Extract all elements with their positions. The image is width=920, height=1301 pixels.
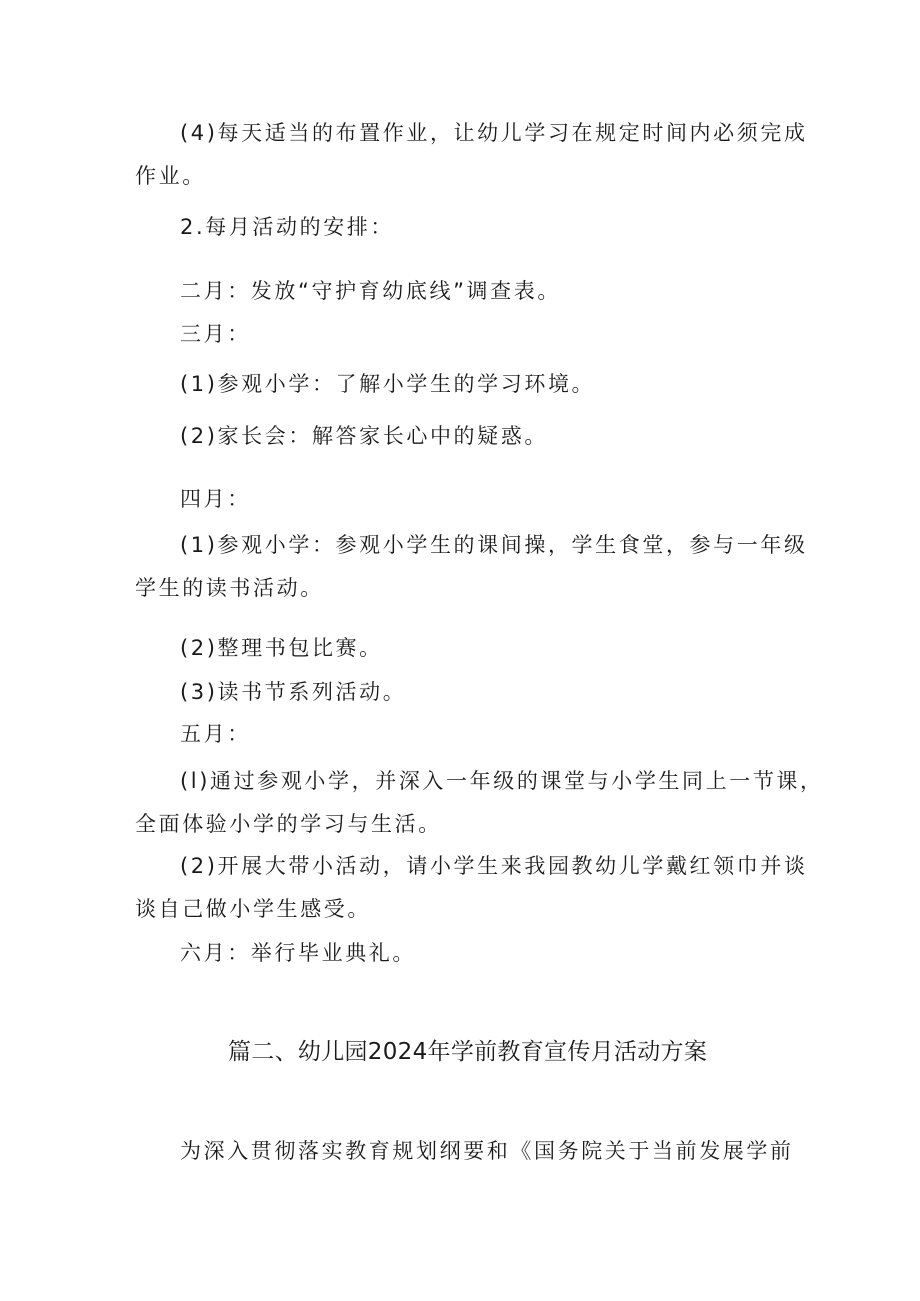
paragraph-line: (4)每天适当的布置作业，让幼儿学习在规定时间内必须完成 xyxy=(180,121,808,145)
paragraph-line: 谈自己做小学生感受。 xyxy=(135,897,371,921)
section-title: 篇二、幼儿园2024年学前教育宣传月活动方案 xyxy=(228,1039,708,1065)
paragraph-line: 作业。 xyxy=(135,164,206,188)
list-item: (1)参观小学：了解小学生的学习环境。 xyxy=(180,372,596,396)
paragraph-line: 六月：举行毕业典礼。 xyxy=(180,941,416,965)
list-item: (2)家长会：解答家长心中的疑惑。 xyxy=(180,424,548,448)
heading-line: 2.每月活动的安排： xyxy=(180,215,395,239)
list-item: (2)开展大带小活动，请小学生来我园教幼儿学戴红领巾并谈 xyxy=(180,854,808,878)
month-heading: 三月： xyxy=(180,322,251,346)
paragraph-line: 学生的读书活动。 xyxy=(135,576,324,600)
paragraph-line: 二月：发放“守护育幼底线”调查表。 xyxy=(180,279,561,303)
list-item: (2)整理书包比赛。 xyxy=(180,636,383,660)
list-item: (1)参观小学：参观小学生的课间操，学生食堂，参与一年级 xyxy=(180,533,808,557)
month-heading: 五月： xyxy=(180,722,251,746)
paragraph-line: 为深入贯彻落实教育规划纲要和《国务院关于当前发展学前 xyxy=(180,1139,794,1163)
month-heading: 四月： xyxy=(180,487,251,511)
list-item: (l)通过参观小学，并深入一年级的课堂与小学生同上一节课， xyxy=(180,769,824,793)
list-item: (3)读书节系列活动。 xyxy=(180,680,407,704)
paragraph-line: 全面体验小学的学习与生活。 xyxy=(135,812,442,836)
